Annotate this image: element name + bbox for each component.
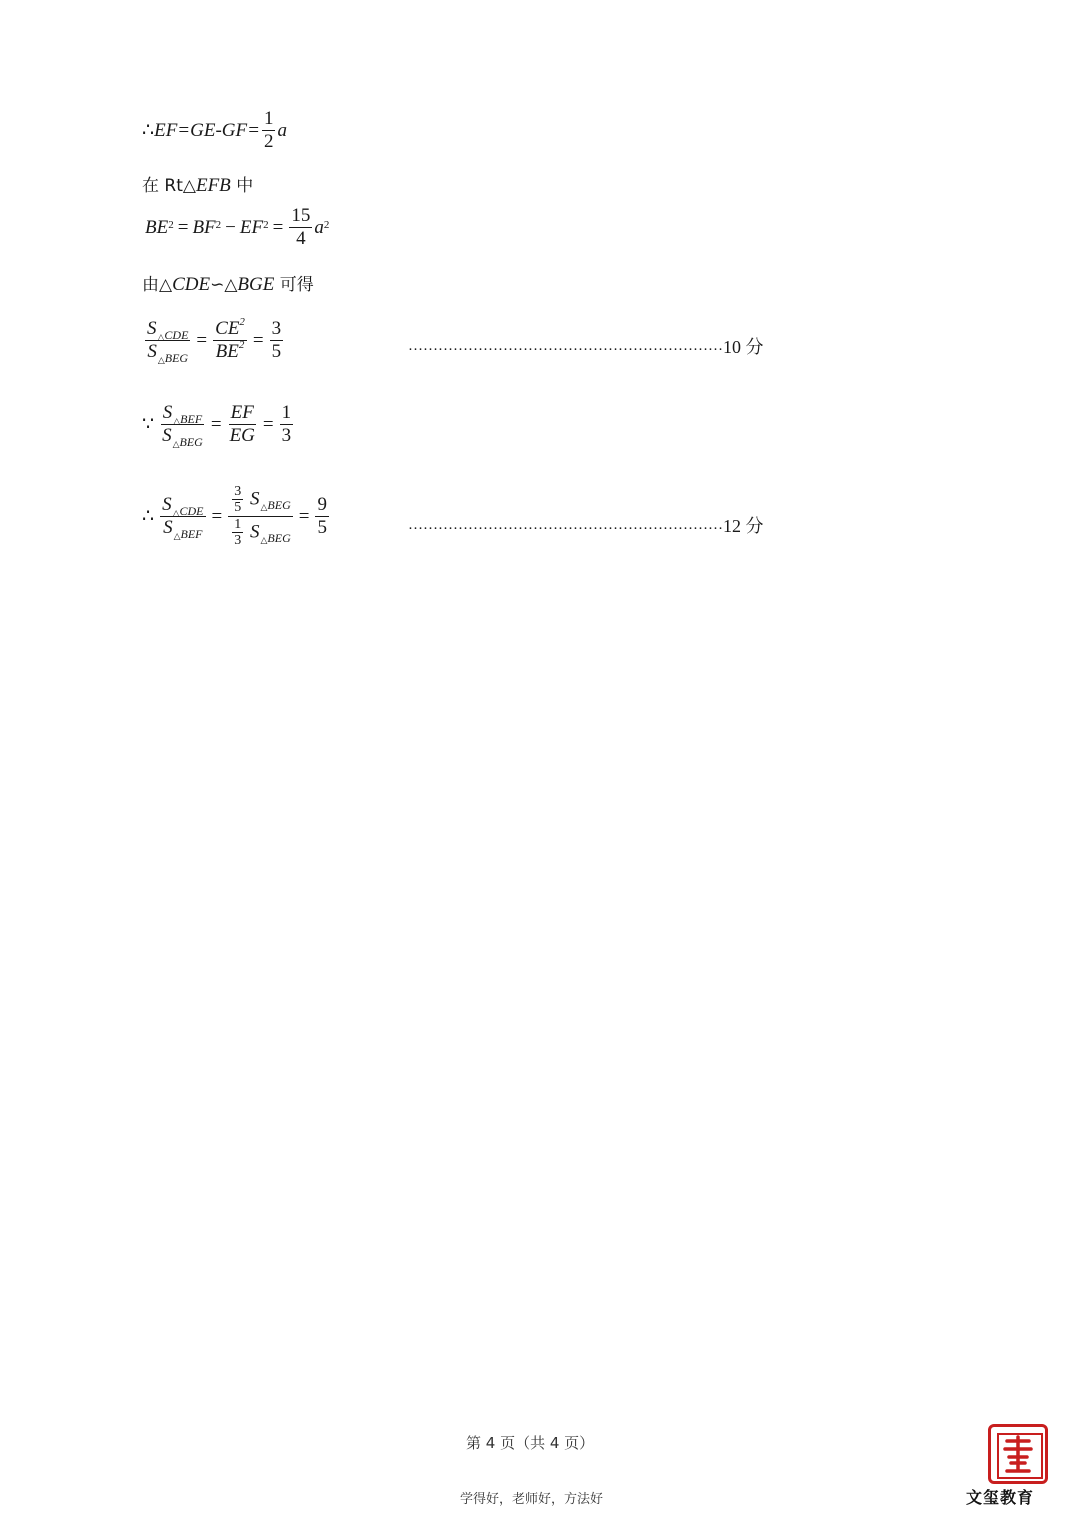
triangle-symbol: △	[172, 438, 180, 449]
numerator: 1	[263, 108, 274, 129]
fraction-fifteen-quarters	[289, 205, 312, 250]
fraction-area-ratio	[160, 402, 205, 447]
equals-sign: =	[298, 505, 310, 527]
denominator: 5	[317, 516, 327, 538]
therefore-symbol: ∴	[142, 505, 155, 527]
step-area-ratio-cde-beg	[143, 315, 285, 365]
equals-sign: =	[196, 329, 208, 351]
fraction-area-ratio	[145, 318, 190, 363]
denominator: 2	[263, 130, 274, 152]
be-term: BE	[145, 216, 169, 238]
denominator: 4	[296, 227, 306, 249]
area-s: S	[249, 521, 260, 543]
triangle-symbol: △	[157, 354, 165, 365]
exp: 2	[238, 338, 245, 351]
equals-sign: =	[210, 413, 222, 435]
fraction-three-fifths	[270, 318, 284, 363]
denominator: 5	[271, 340, 282, 362]
be-term: BE	[215, 340, 239, 362]
area-s: S	[162, 493, 172, 515]
score-label: 12 分	[723, 516, 764, 536]
fraction-one-half	[262, 108, 276, 153]
fraction-compound	[228, 484, 293, 549]
ef-term: EF	[239, 216, 264, 238]
equals-sign: =	[272, 216, 284, 238]
fraction-side-ratio	[213, 315, 247, 363]
similar-symbol: ∽△	[210, 275, 238, 295]
subscript-beg: BEG	[267, 498, 291, 513]
numerator: 9	[317, 493, 327, 515]
equals-sign: =	[262, 413, 274, 435]
numerator: 1	[281, 402, 292, 423]
text-zhong: 中	[230, 176, 254, 196]
step-area-ratio-bef-beg	[142, 402, 295, 447]
subscript-beg: BEG	[267, 531, 291, 546]
area-s: S	[147, 340, 157, 362]
area-s: S	[163, 516, 173, 538]
step-pythagoras: BE $^2$ = BF $^2$ − EF $^2$ = $\frac{15}{4}$ a $^2$	[145, 205, 330, 249]
triangle-symbol: △	[260, 535, 268, 546]
fraction-one-third	[232, 517, 243, 549]
triangle-name: EFB	[195, 175, 231, 196]
triangle-symbol: △	[173, 530, 181, 541]
step-similar-triangles	[142, 270, 314, 296]
variable-a: a	[277, 119, 287, 141]
leader-dots: ………………………………………………………	[408, 337, 723, 354]
triangle-symbol: △	[260, 502, 268, 513]
numerator: 1	[234, 516, 242, 532]
eg-term: EG	[229, 424, 255, 446]
area-s: S	[147, 318, 157, 339]
step-ef-length	[142, 108, 287, 153]
denominator: 5	[234, 500, 242, 516]
numerator: 15	[291, 205, 311, 226]
ce-term: CE	[215, 318, 240, 339]
equals-sign: =	[177, 216, 189, 238]
leader-dots: ………………………………………………………	[408, 516, 723, 533]
brand-seal-logo	[988, 1424, 1048, 1484]
minus-sign: −	[225, 216, 236, 238]
footer-slogan: 学得好，老师好，方法好	[460, 1492, 604, 1507]
step-in-triangle	[142, 171, 253, 197]
score-marker-12	[408, 512, 764, 538]
triangle-symbol: △	[173, 416, 181, 426]
step-final-ratio	[142, 484, 331, 549]
page-number: 第 4 页（共 4 页）	[466, 1434, 595, 1452]
area-s: S	[162, 402, 173, 423]
fraction-nine-fifths	[315, 494, 329, 539]
score-marker-10	[408, 333, 764, 359]
fraction-three-fifths	[232, 484, 243, 516]
subscript-beg: BEG	[179, 434, 203, 449]
area-s: S	[249, 488, 260, 510]
triangle-bge: BGE	[237, 274, 275, 295]
triangle-symbol: △	[157, 332, 165, 342]
triangle-symbol: △	[172, 507, 180, 518]
text-you: 由△	[142, 275, 173, 295]
denominator: 3	[281, 424, 292, 446]
subscript-beg: BEG	[164, 350, 189, 365]
fraction-one-third	[280, 402, 294, 447]
brand-name: 文玺教育	[966, 1488, 1035, 1507]
because-symbol: ∵	[142, 413, 155, 435]
numerator: 3	[271, 318, 282, 339]
variable-a: a	[314, 216, 324, 238]
exp: 2	[239, 315, 245, 328]
equation-lhs: EF=GE-GF=	[154, 119, 260, 141]
bf-term: BF	[192, 216, 216, 238]
subscript-cde: CDE	[179, 503, 204, 518]
equals-sign: =	[252, 329, 264, 351]
seal-glyph-icon	[991, 1427, 1045, 1481]
area-s: S	[162, 424, 172, 446]
text-kede: 可得	[274, 275, 314, 295]
denominator: 3	[234, 533, 242, 549]
fraction-area-ratio	[160, 494, 205, 539]
therefore-symbol: ∴	[142, 119, 155, 141]
triangle-cde: CDE	[172, 274, 211, 295]
ef-term: EF	[230, 402, 254, 423]
score-label: 10 分	[723, 337, 764, 357]
subscript-bef: BEF	[180, 526, 203, 541]
subscript-cde: CDE	[164, 328, 189, 342]
equals-sign: =	[211, 505, 223, 527]
fraction-segment-ratio	[228, 402, 257, 447]
text-zai: 在 Rt△	[142, 176, 196, 196]
subscript-bef: BEF	[180, 412, 203, 426]
numerator: 3	[234, 484, 242, 499]
